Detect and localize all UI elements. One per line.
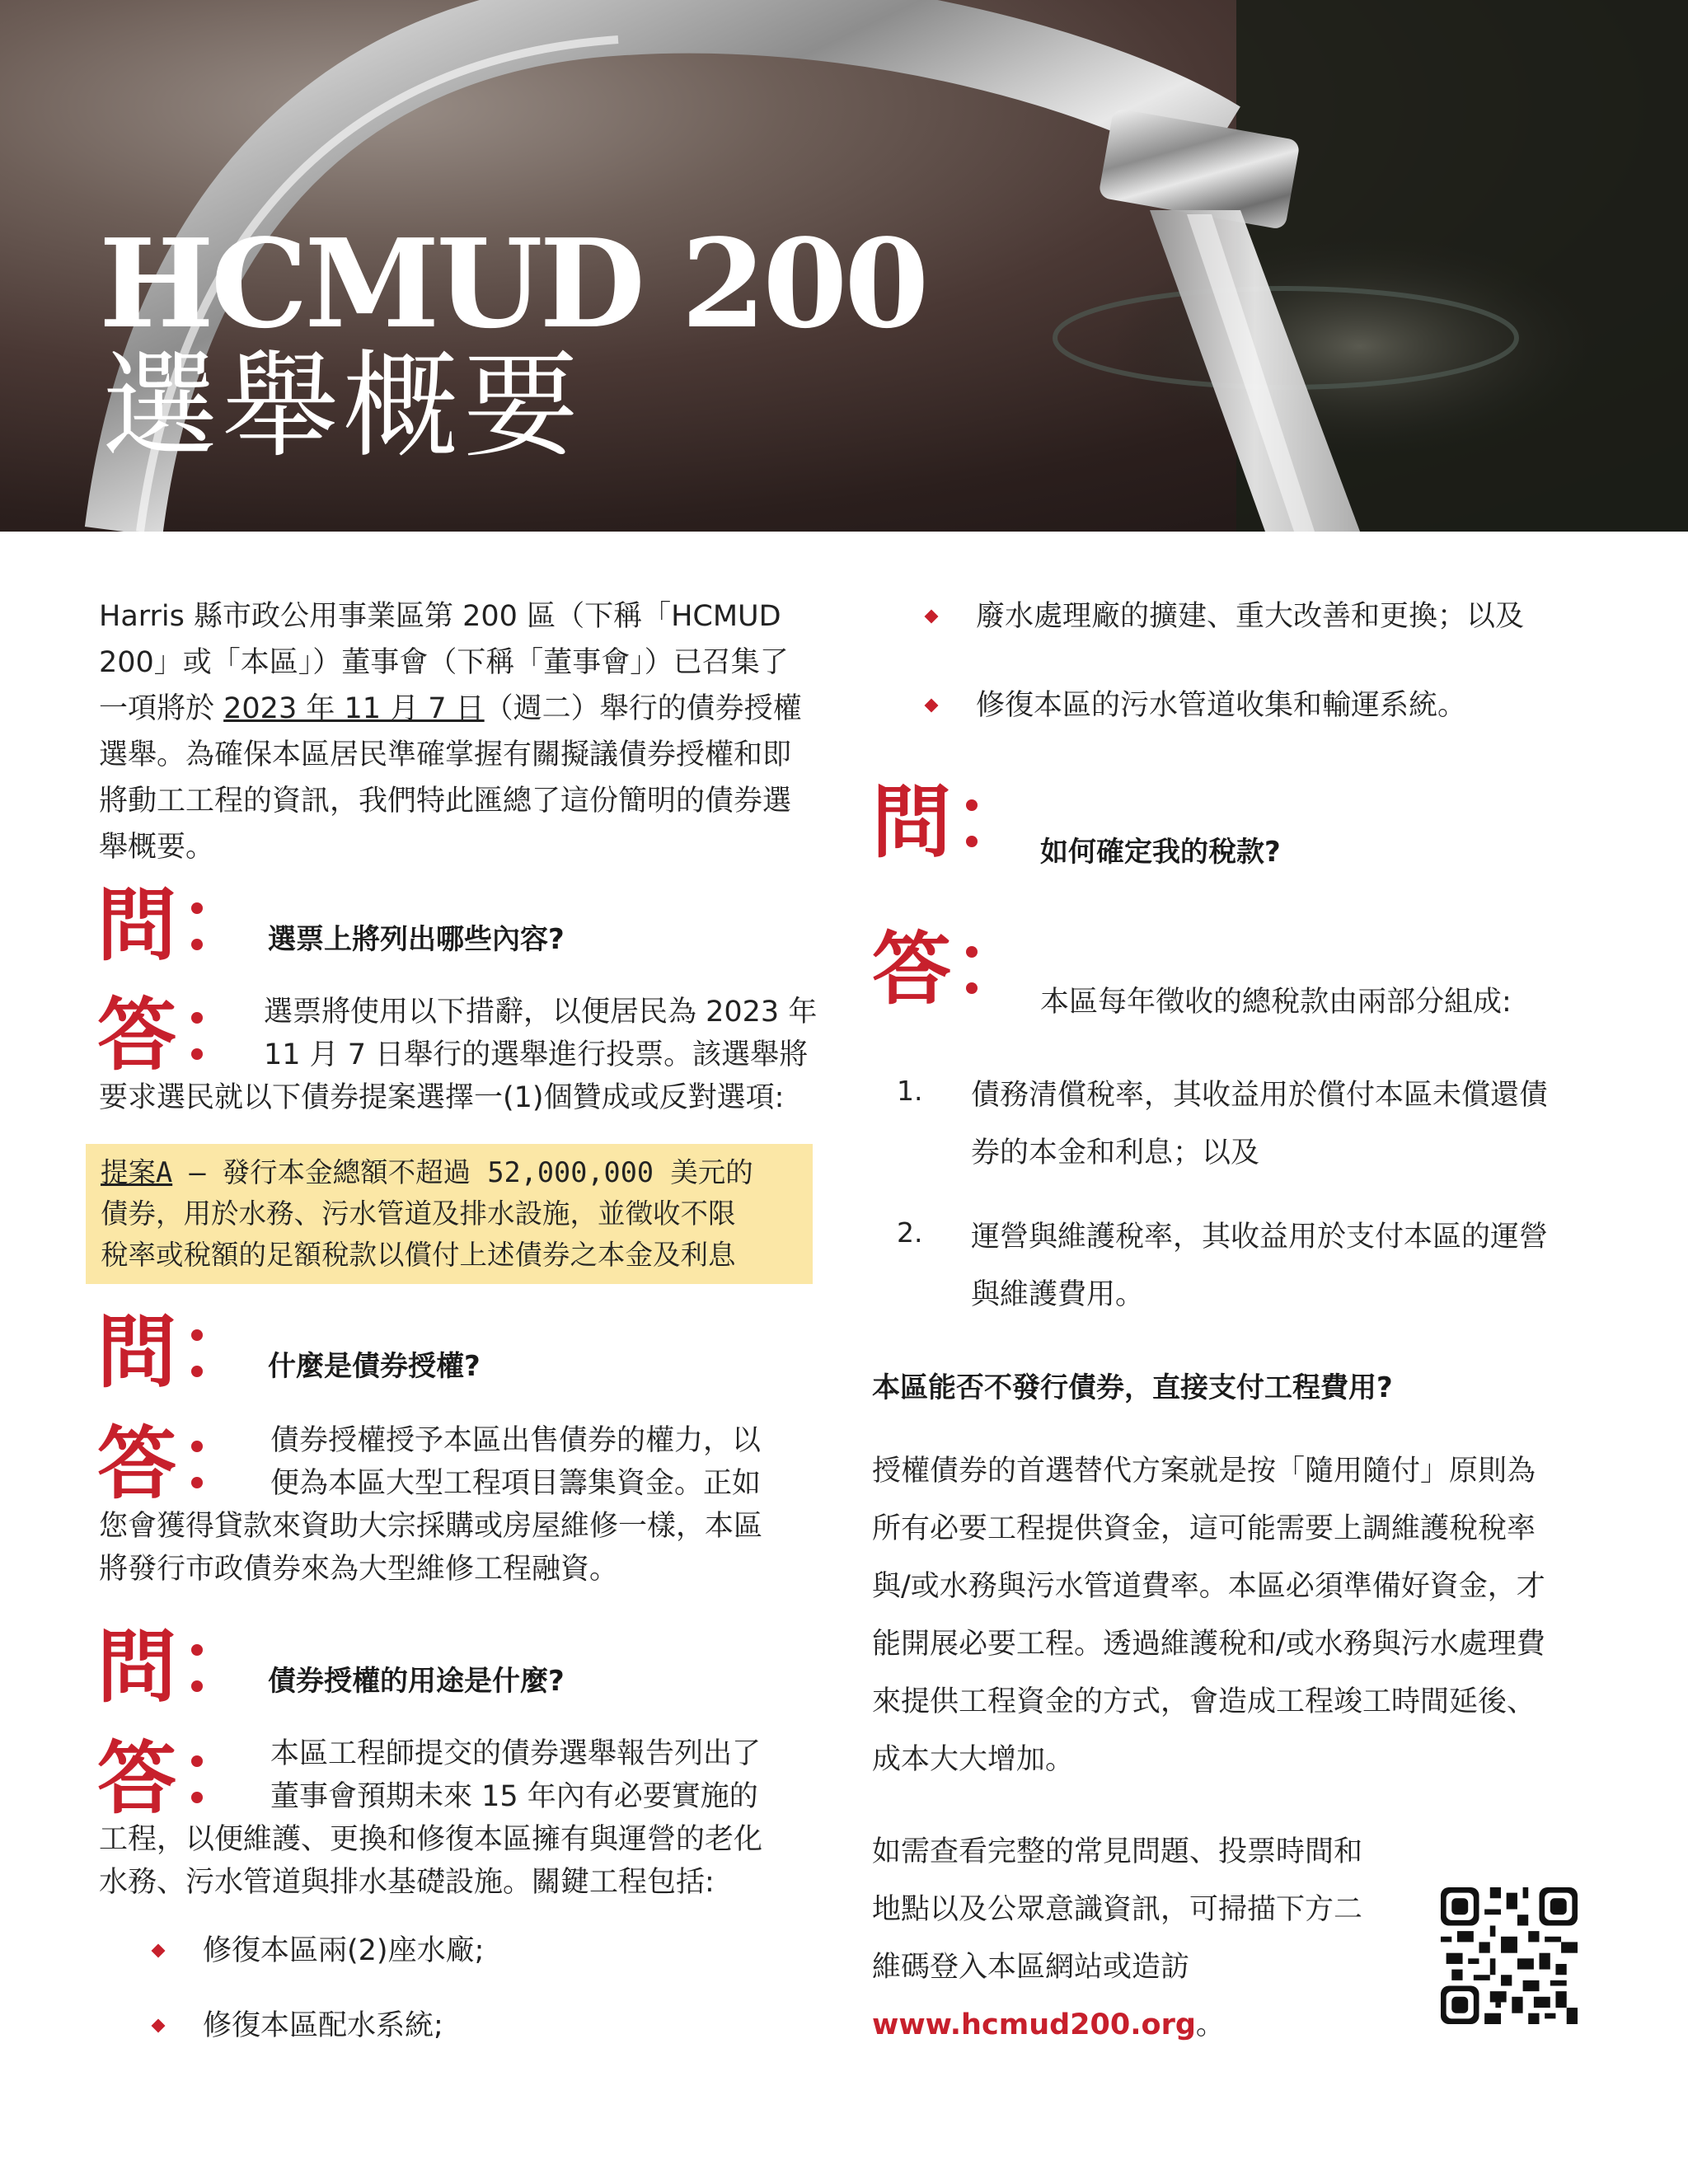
footer-url-line: www.hcmud200.org。: [872, 2008, 1225, 2041]
proposition-line3: 稅率或稅額的足額稅款以償付上述債券之本金及利息: [101, 1239, 736, 1271]
intro-date: 2023 年 11 月 7 日: [223, 692, 485, 725]
bullet-icon: [152, 1944, 166, 1958]
proposition-label: 提案A: [101, 1156, 173, 1188]
qa1-answer-line1: 選票將使用以下措辭，以便居民為 2023 年: [264, 996, 818, 1029]
qa1-answer-line3: 要求選民就以下債券提案選擇一(1)個贊成或反對選項:: [99, 1081, 785, 1114]
intro-part1: Harris 縣市政公用事業區第 200 區（下稱「HCMUD 200」或「本區」）董事會（下稱「董事會」）已召集了一項將於: [99, 600, 789, 725]
qr-code-icon[interactable]: [1441, 1887, 1578, 2024]
intro-paragraph: [99, 593, 816, 870]
intro-part2: （週二）舉行的債券授權選舉。為確保本區居民準確掌握有關擬議債券授權和即將動工工程的資訊，我們特此匯總了這份簡明的債券選舉概要。: [99, 692, 802, 864]
bullet-text: 廢水處理廠的擴建、重大改善和更換；以及: [976, 600, 1525, 633]
a-marker: 答: [872, 923, 951, 1015]
list-number: 1.: [897, 1075, 923, 1107]
website-link[interactable]: www.hcmud200.org: [872, 2008, 1196, 2041]
qa4-item2-line1: 運營與維護稅率，其收益用於支付本區的運營: [971, 1221, 1549, 1254]
section5-line1: 授權債券的首選替代方案就是按「隨用隨付」原則為: [872, 1455, 1536, 1488]
section5-line3: 與/或水務與污水管道費率。本區必須準備好資金，才: [872, 1570, 1545, 1603]
qa3-answer-line2: 董事會預期未來 15 年內有必要實施的: [270, 1780, 758, 1813]
section5-heading: 本區能否不發行債券，直接支付工程費用?: [872, 1371, 1393, 1404]
list-item: [153, 1933, 484, 1969]
section5-line6: 成本大大增加。: [872, 1743, 1075, 1776]
section5-line4: 能開展必要工程。透過維護稅和/或水務與污水處理費: [872, 1628, 1545, 1661]
qa1-question: 選票上將列出哪些內容?: [268, 923, 565, 956]
qa2-answer-line3: 您會獲得貸款來資助大宗採購或房屋維修一樣，本區: [99, 1510, 763, 1543]
qa2-question: 什麼是債券授權?: [268, 1350, 481, 1383]
footer-line1: 如需查看完整的常見問題、投票時間和: [872, 1835, 1363, 1868]
qa3-answer-line3: 工程，以便維護、更換和修復本區擁有與運營的老化: [99, 1823, 763, 1856]
qa2-answer-line2: 便為本區大型工程項目籌集資金。正如: [270, 1467, 762, 1500]
q-colon: [191, 902, 203, 975]
bullet-text: 修復本區的污水管道收集和輸運系統。: [976, 689, 1467, 722]
qa3-answer-line4: 水務、污水管道與排水基礎設施。關鍵工程包括:: [99, 1866, 715, 1899]
qa4-question: 如何確定我的稅款?: [1040, 836, 1281, 869]
qa4-answer: 本區每年徵收的總稅款由兩部分組成:: [1040, 986, 1512, 1019]
qa4-item1-line1: 債務清償稅率，其收益用於償付本區未償還債: [971, 1079, 1549, 1112]
q-marker: 問: [97, 1621, 176, 1713]
bullet-icon: [925, 699, 939, 713]
q-colon: [191, 1644, 203, 1717]
bullet-icon: [925, 610, 939, 624]
a-colon: [191, 1441, 203, 1513]
proposition-line2: 債券，用於水務、污水管道及排水設施，並徵收不限: [101, 1197, 736, 1230]
q-marker: 問: [97, 879, 176, 972]
section5-line5: 來提供工程資金的方式，會造成工程竣工時間延後、: [872, 1685, 1536, 1718]
list-item: [153, 2008, 443, 2044]
a-marker: 答: [97, 1732, 176, 1825]
list-number: 2.: [897, 1216, 923, 1249]
proposition-line1: 提案A – 發行本金總額不超過 52,000,000 美元的: [101, 1156, 753, 1188]
list-item: [926, 687, 1466, 724]
section5-line2: 所有必要工程提供資金，這可能需要上調維護稅稅率: [872, 1512, 1536, 1545]
hero-banner: [0, 0, 1688, 532]
q-marker: 問: [872, 776, 951, 869]
qa3-answer-line1: 本區工程師提交的債券選舉報告列出了: [270, 1737, 762, 1770]
q-colon: [191, 1329, 203, 1402]
qa4-item1-line2: 券的本金和利息；以及: [971, 1137, 1260, 1169]
q-colon: [966, 799, 978, 872]
proposition-box: [86, 1144, 813, 1284]
hero-title: HCMUD 200: [99, 212, 926, 355]
qa2-answer-line1: 債券授權授予本區出售債券的權力，以: [270, 1424, 762, 1457]
a-marker: 答: [97, 989, 176, 1081]
bullet-text: 修復本區配水系統;: [203, 2009, 443, 2042]
hero-subtitle: 選舉概要: [102, 340, 584, 474]
list-item: [926, 598, 1524, 635]
qa4-item2-line2: 與維護費用。: [971, 1278, 1145, 1311]
bullet-icon: [152, 2019, 166, 2033]
qa1-answer-line2: 11 月 7 日舉行的選舉進行投票。該選舉將: [264, 1038, 809, 1071]
q-marker: 問: [97, 1306, 176, 1399]
footer-line2: 地點以及公眾意識資訊，可掃描下方二: [872, 1893, 1363, 1926]
qa3-question: 債券授權的用途是什麼?: [268, 1665, 565, 1698]
a-colon: [191, 1012, 203, 1085]
a-colon: [966, 946, 978, 1019]
qa2-answer-line4: 將發行市政債券來為大型維修工程融資。: [99, 1553, 619, 1586]
a-marker: 答: [97, 1418, 176, 1510]
footer-line3: 維碼登入本區網站或造訪: [872, 1951, 1190, 1984]
bullet-text: 修復本區兩(2)座水廠;: [203, 1934, 485, 1967]
